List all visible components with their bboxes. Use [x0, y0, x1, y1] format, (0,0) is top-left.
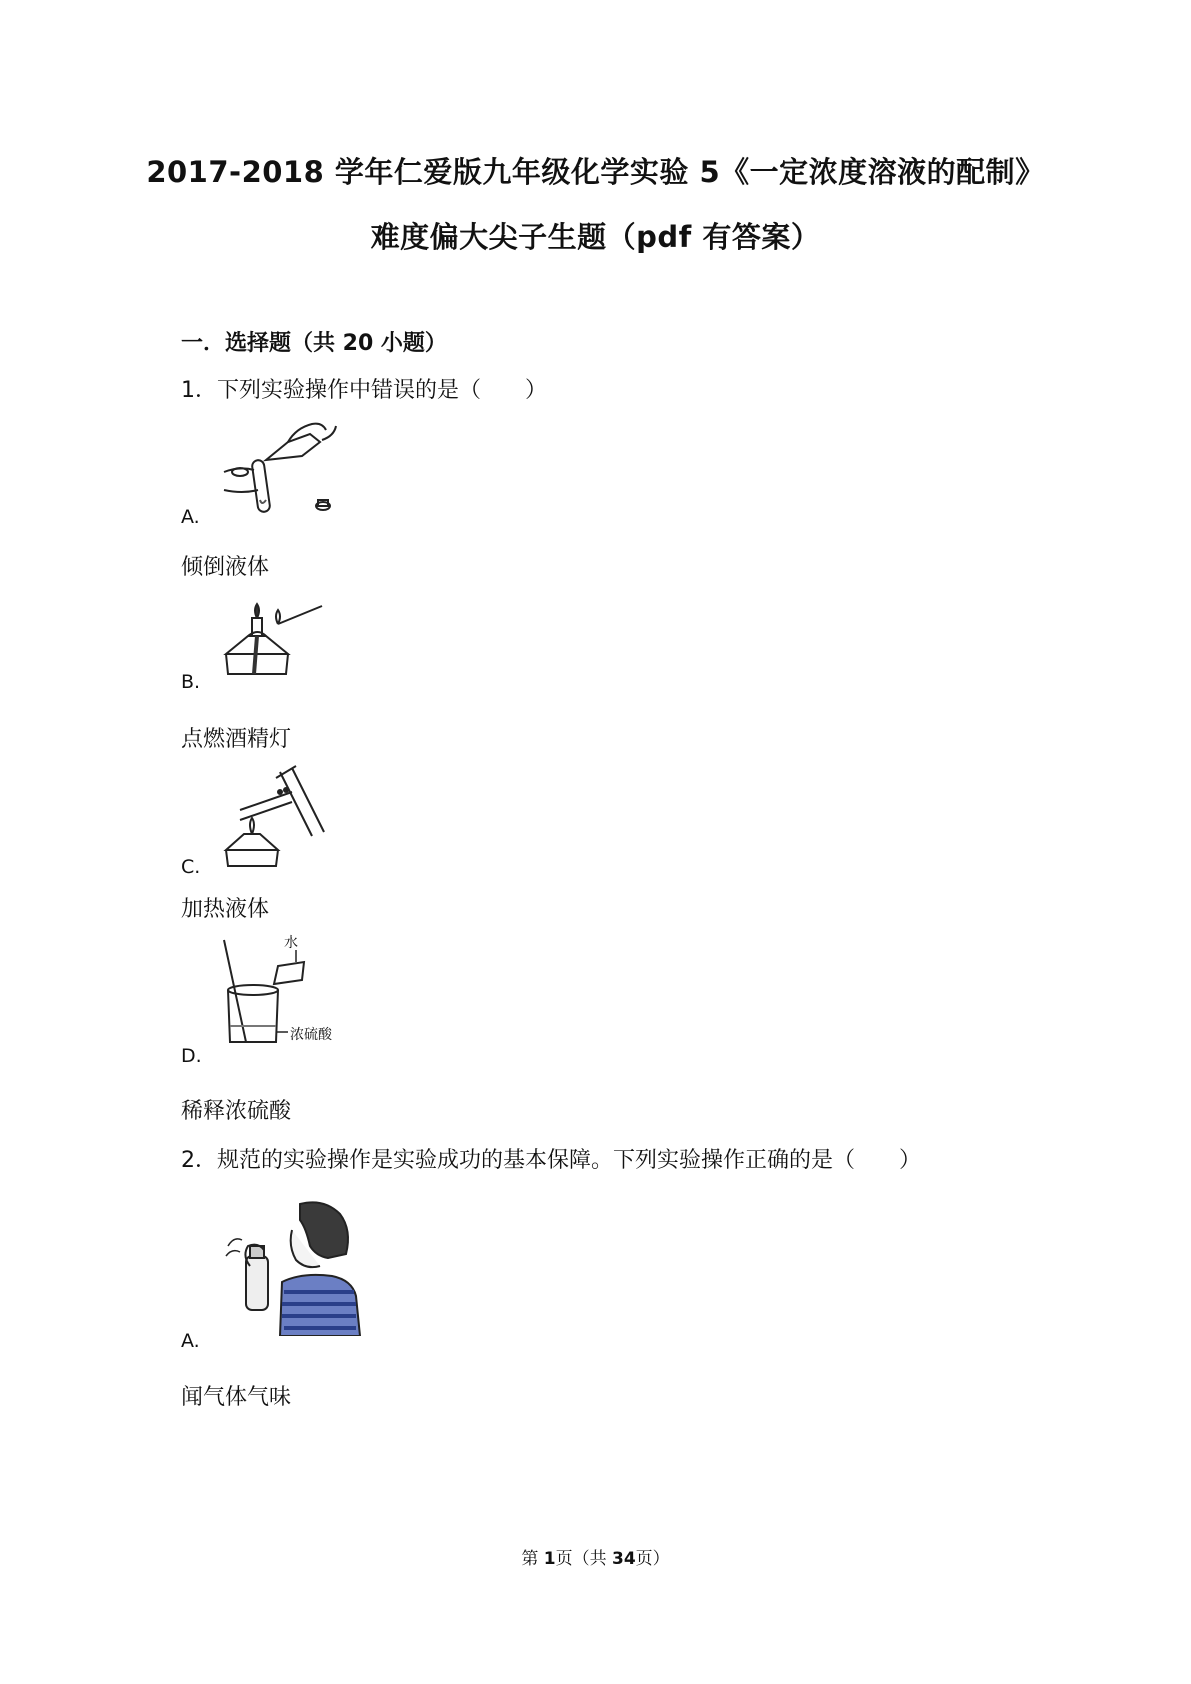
light-alcohol-lamp-illustration	[218, 602, 328, 682]
smell-gas-illustration	[222, 1196, 362, 1336]
q1-option-b-label: B.	[181, 671, 201, 693]
question-2-stem: 2．规范的实验操作是实验成功的基本保障。下列实验操作正确的是（ ）	[181, 1148, 921, 1173]
q2-option-a-label: A.	[181, 1330, 200, 1352]
q1-option-b-caption: 点燃酒精灯	[181, 727, 292, 752]
q1-option-d-label: D.	[181, 1045, 202, 1067]
heat-liquid-illustration	[220, 762, 335, 872]
q2-option-a-caption: 闻气体气味	[181, 1385, 292, 1410]
question-1-stem: 1．下列实验操作中错误的是（ ）	[181, 378, 547, 403]
concentrated-sulfuric-acid-label: 浓硫酸	[290, 1027, 332, 1043]
q1-option-c-label: C.	[181, 856, 201, 878]
water-label: 水	[284, 935, 298, 951]
footer-prefix: 第	[521, 1549, 544, 1569]
footer-middle: 页（共	[555, 1549, 612, 1569]
q1-option-d-caption: 稀释浓硫酸	[181, 1099, 292, 1124]
q1-option-c-caption: 加热液体	[181, 897, 270, 922]
dilute-acid-illustration	[216, 935, 346, 1048]
footer-page-number: 1	[543, 1549, 556, 1569]
page-footer	[0, 1544, 1191, 1569]
q1-option-a-label: A.	[181, 506, 200, 528]
pour-liquid-illustration	[222, 420, 342, 516]
q1-option-a-caption: 倾倒液体	[181, 555, 270, 580]
footer-total-pages: 34	[611, 1549, 636, 1569]
section-heading: 一．选择题（共 20 小题）	[181, 331, 447, 356]
footer-suffix: 页）	[635, 1549, 670, 1569]
document-title-line-1: 2017-2018 学年仁爱版九年级化学实验 5《一定浓度溶液的配制》	[146, 155, 1045, 189]
document-title-line-2: 难度偏大尖子生题（pdf 有答案）	[370, 220, 821, 254]
